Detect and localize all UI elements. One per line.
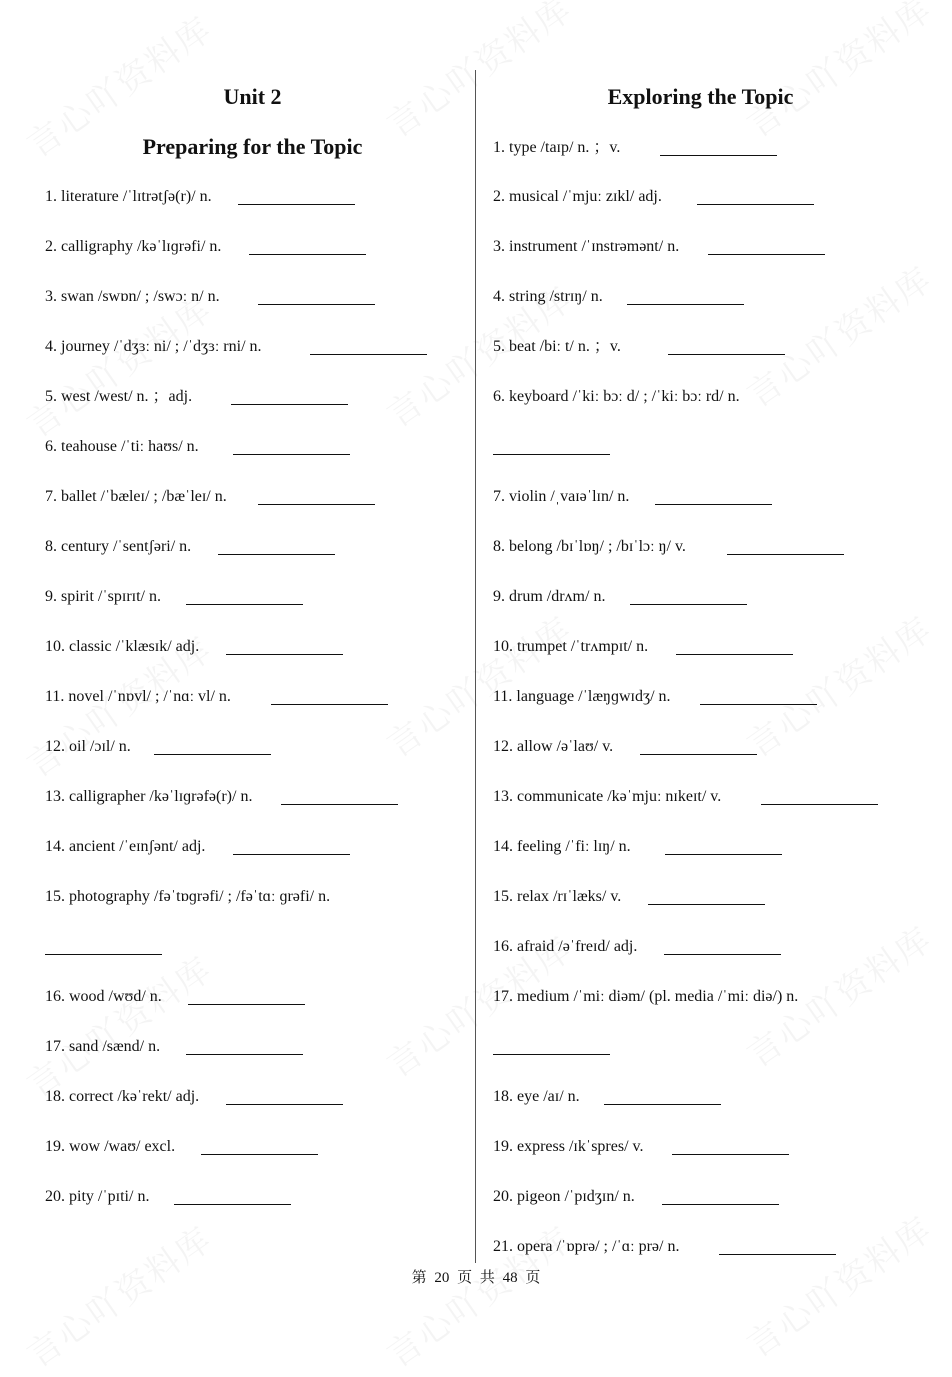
left-vocab-item: 10. classic /ˈklæsɪk/ adj. — [45, 638, 200, 655]
left-vocab-item: 17. sand /sænd/ n. — [45, 1038, 161, 1055]
answer-blank[interactable] — [708, 254, 825, 255]
answer-blank[interactable] — [672, 1154, 789, 1155]
left-vocab-item: 20. pity /ˈpɪti/ n. — [45, 1188, 150, 1205]
answer-blank[interactable] — [310, 354, 427, 355]
right-vocab-item: 1. type /taɪp/ n. ；v. — [493, 139, 621, 156]
right-vocab-item: 7. violin /ˌvaɪəˈlɪn/ n. — [493, 488, 630, 505]
watermark — [15, 1212, 220, 1376]
answer-blank[interactable] — [700, 704, 817, 705]
answer-blank[interactable] — [660, 155, 777, 156]
right-vocab-item: 18. eye /aɪ/ n. — [493, 1088, 580, 1105]
watermark — [735, 0, 940, 147]
left-vocab-item: 18. correct /kəˈrekt/ adj. — [45, 1088, 200, 1105]
right-vocab-item: 21. opera /ˈɒprə/ ; /ˈɑː prə/ n. — [493, 1238, 680, 1255]
left-vocab-item: 5. west /west/ n. ；adj. — [45, 388, 193, 405]
right-vocab-item: 2. musical /ˈmjuː zɪkl/ adj. — [493, 188, 662, 205]
right-vocab-item: 8. belong /bɪˈlɒŋ/ ; /bɪˈlɔː ŋ/ v. — [493, 538, 686, 555]
right-vocab-item: 6. keyboard /ˈkiː bɔː d/ ; /ˈkiː bɔː rd/ n. — [493, 388, 740, 405]
right-vocab-item: 4. string /strɪŋ/ n. — [493, 288, 603, 305]
page-number: 第 20 页 共 48 页 — [411, 1270, 541, 1286]
answer-blank[interactable] — [226, 654, 343, 655]
answer-blank[interactable] — [648, 904, 765, 905]
left-vocab-item: 1. literature /ˈlɪtrətʃə(r)/ n. — [45, 188, 212, 205]
answer-blank[interactable] — [218, 554, 335, 555]
watermark — [735, 252, 940, 416]
right-vocab-item: 9. drum /drʌm/ n. — [493, 588, 606, 605]
left-vocab-item: 12. oil /ɔɪl/ n. — [45, 738, 131, 755]
right-vocab-item: 15. relax /rɪˈlæks/ v. — [493, 888, 622, 905]
answer-blank[interactable] — [174, 1204, 291, 1205]
left-vocab-item: 8. century /ˈsentʃəri/ n. — [45, 538, 192, 555]
answer-blank[interactable] — [630, 604, 747, 605]
answer-blank[interactable] — [665, 854, 782, 855]
right-vocab-item: 20. pigeon /ˈpɪdʒɪn/ n. — [493, 1188, 635, 1205]
answer-blank[interactable] — [45, 954, 162, 955]
left-vocab-item: 14. ancient /ˈeɪnʃənt/ adj. — [45, 838, 206, 855]
answer-blank[interactable] — [664, 954, 781, 955]
answer-blank[interactable] — [233, 454, 350, 455]
answer-blank[interactable] — [640, 754, 757, 755]
answer-blank[interactable] — [662, 1204, 779, 1205]
watermark — [375, 0, 580, 147]
left-vocab-item: 3. swan /swɒn/ ; /swɔː n/ n. — [45, 288, 220, 305]
right-vocab-item: 3. instrument /ˈɪnstrəmənt/ n. — [493, 238, 680, 255]
right-vocab-item: 12. allow /əˈlaʊ/ v. — [493, 738, 614, 755]
answer-blank[interactable] — [233, 854, 350, 855]
answer-blank[interactable] — [201, 1154, 318, 1155]
watermark — [735, 602, 940, 766]
answer-blank[interactable] — [493, 1054, 610, 1055]
answer-blank[interactable] — [668, 354, 785, 355]
right-vocab-item: 13. communicate /kəˈmjuː nɪkeɪt/ v. — [493, 788, 722, 805]
answer-blank[interactable] — [258, 304, 375, 305]
answer-blank[interactable] — [231, 404, 348, 405]
column-divider — [475, 70, 476, 1263]
answer-blank[interactable] — [493, 454, 610, 455]
left-section-title: Preparing for the Topic — [142, 134, 363, 159]
answer-blank[interactable] — [281, 804, 398, 805]
answer-blank[interactable] — [271, 704, 388, 705]
answer-blank[interactable] — [719, 1254, 836, 1255]
right-vocab-item: 11. language /ˈlæŋɡwɪdʒ/ n. — [493, 688, 671, 705]
answer-blank[interactable] — [188, 1004, 305, 1005]
answer-blank[interactable] — [761, 804, 878, 805]
answer-blank[interactable] — [186, 1054, 303, 1055]
answer-blank[interactable] — [676, 654, 793, 655]
left-vocab-item: 19. wow /waʊ/ excl. — [45, 1138, 176, 1155]
left-vocab-item: 11. novel /ˈnɒvl/ ; /ˈnɑː vl/ n. — [45, 688, 231, 705]
answer-blank[interactable] — [258, 504, 375, 505]
answer-blank[interactable] — [627, 304, 744, 305]
answer-blank[interactable] — [238, 204, 355, 205]
watermark — [15, 942, 220, 1106]
answer-blank[interactable] — [186, 604, 303, 605]
right-vocab-item: 5. beat /biː t/ n. ；v. — [493, 338, 621, 355]
right-section-title: Exploring the Topic — [607, 84, 794, 109]
right-vocab-item: 19. express /ɪkˈspres/ v. — [493, 1138, 644, 1155]
right-vocab-item: 14. feeling /ˈfiː lɪŋ/ n. — [493, 838, 631, 855]
answer-blank[interactable] — [655, 504, 772, 505]
answer-blank[interactable] — [727, 554, 844, 555]
left-vocab-item: 2. calligraphy /kəˈlɪɡrəfi/ n. — [45, 238, 222, 255]
answer-blank[interactable] — [697, 204, 814, 205]
watermark — [15, 282, 220, 446]
left-vocab-item: 9. spirit /ˈspɪrɪt/ n. — [45, 588, 161, 605]
unit-title: Unit 2 — [223, 84, 282, 109]
left-vocab-item: 6. teahouse /ˈtiː haʊs/ n. — [45, 438, 199, 455]
left-vocab-item: 16. wood /wʊd/ n. — [45, 988, 162, 1005]
answer-blank[interactable] — [226, 1104, 343, 1105]
answer-blank[interactable] — [249, 254, 366, 255]
right-vocab-item: 16. afraid /əˈfreɪd/ adj. — [493, 938, 638, 955]
left-vocab-item: 4. journey /ˈdʒɜː ni/ ; /ˈdʒɜː rni/ n. — [45, 338, 262, 355]
left-vocab-item: 7. ballet /ˈbæleɪ/ ; /bæˈleɪ/ n. — [45, 488, 227, 505]
left-vocab-item: 13. calligrapher /kəˈlɪɡrəfə(r)/ n. — [45, 788, 253, 805]
answer-blank[interactable] — [154, 754, 271, 755]
left-vocab-item: 15. photography /fəˈtɒɡrəfi/ ; /fəˈtɑː ɡrəfi/ n. — [45, 888, 331, 905]
answer-blank[interactable] — [604, 1104, 721, 1105]
right-vocab-item: 17. medium /ˈmiː diəm/ (pl. media /ˈmiː diə/) n. — [493, 988, 799, 1005]
right-vocab-item: 10. trumpet /ˈtrʌmpɪt/ n. — [493, 638, 649, 655]
